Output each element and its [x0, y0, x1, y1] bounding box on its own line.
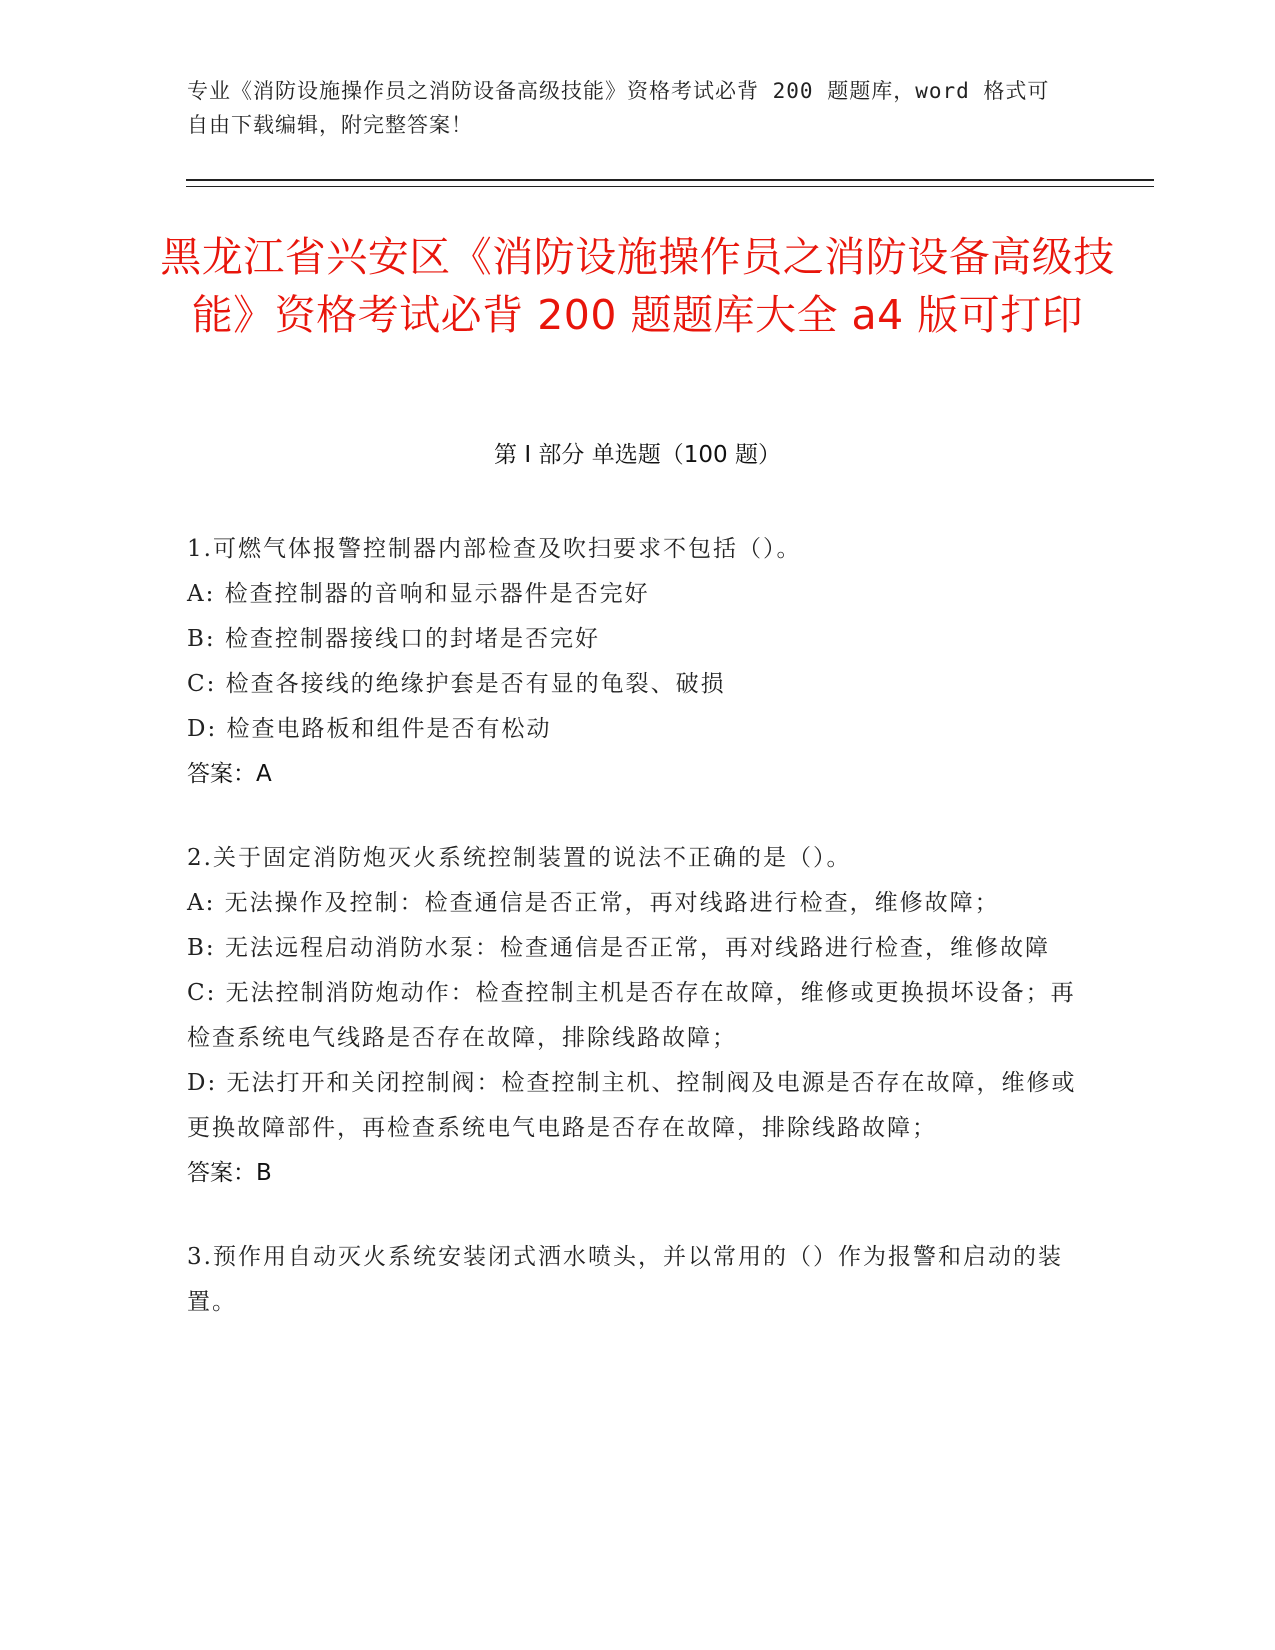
document-title: 黑龙江省兴安区《消防设施操作员之消防设备高级技能》资格考试必背 200 题题库大全 a4 版可打印	[160, 233, 1115, 339]
question-stem: 2.关于固定消防炮灭火系统控制装置的说法不正确的是（）。	[187, 845, 852, 871]
question-list	[187, 527, 1077, 1364]
header-divider-thin	[186, 186, 1154, 187]
option-a: A: 检查控制器的音响和显示器件是否完好	[187, 581, 650, 607]
answer: 答案：B	[187, 1160, 272, 1186]
option-d: D: 无法打开和关闭控制阀：检查控制主机、控制阀及电源是否存在故障，维修或更换故障部件，再检查系统电气电路是否存在故障，排除线路故障；	[187, 1070, 1077, 1141]
header-divider-thick	[186, 179, 1154, 181]
option-b: B: 检查控制器接线口的封堵是否完好	[187, 626, 600, 652]
question-1	[187, 527, 1077, 797]
option-d: D: 检查电路板和组件是否有松动	[187, 716, 552, 742]
answer: 答案：A	[187, 761, 272, 787]
header-note: 专业《消防设施操作员之消防设备高级技能》资格考试必背 200 题题库，word 格式可自由下载编辑，附完整答案！	[187, 79, 1050, 137]
option-b: B: 无法远程启动消防水泵：检查通信是否正常，再对线路进行检查，维修故障	[187, 935, 1050, 961]
option-c: C: 无法控制消防炮动作：检查控制主机是否存在故障，维修或更换损坏设备；再检查系统电气线路是否存在故障，排除线路故障；	[187, 980, 1076, 1051]
question-stem: 3.预作用自动灭火系统安装闭式洒水喷头，并以常用的（）作为报警和启动的装置。	[187, 1244, 1063, 1315]
question-stem: 1.可燃气体报警控制器内部检查及吹扫要求不包括（）。	[187, 536, 802, 562]
question-3	[187, 1235, 1077, 1325]
option-c: C: 检查各接线的绝缘护套是否有显的龟裂、破损	[187, 671, 726, 697]
question-2	[187, 836, 1077, 1196]
option-a: A: 无法操作及控制：检查通信是否正常，再对线路进行检查，维修故障；	[187, 890, 1000, 916]
section-title: 第 I 部分 单选题（100 题）	[494, 442, 781, 468]
